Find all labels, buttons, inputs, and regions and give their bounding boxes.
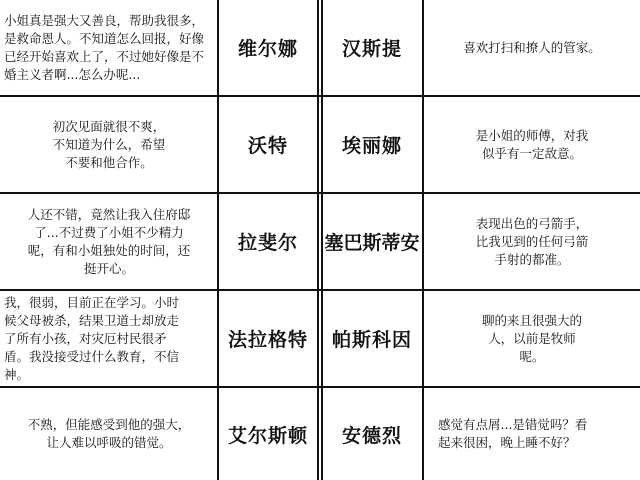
left-description-text: 人还不错，竟然让我入住府邸 了...不过费了小姐不少精力 呢，有和小姐独处的时间，还 挺开心。 [27,206,191,276]
right-description-cell [424,0,640,95]
grid-divider-vertical [217,0,219,480]
right-description-text: 感觉有点屑...是错觉吗？看 起来很困，晚上睡不好？ [438,417,588,450]
table-row [0,0,640,95]
table-row [0,97,640,192]
character-name-right: 汉斯提 [341,38,402,60]
name-cell-left [218,388,318,480]
left-description-text: 我，很弱，目前正在学习。小时 候父母被杀，结果卫道士却放走 了所有小孩，对灾厄村民很矛 盾。我没接受过什么教育，不信 神。 [4,294,180,382]
left-description-text: 小姐真是强大又善良，帮助我很多， 是救命恩人。不知道怎么回报，好像 已经开始喜欢上了，不过她好像是不 婚主义者啊...怎么办呢... [4,12,205,82]
character-name-right: 塞巴斯蒂安 [324,232,420,254]
left-description-cell [0,97,218,192]
right-description-text: 聊的来且很强大的 人，以前是牧师 呢。 [481,312,582,364]
character-name-right: 安德烈 [341,424,402,447]
character-name-left: 艾尔斯顿 [227,424,308,447]
name-cell-left [218,291,318,386]
grid-divider-vertical [422,0,424,480]
character-name-left: 沃特 [247,135,288,157]
name-cell-right [320,194,424,289]
right-description-cell [424,291,640,386]
grid-divider-horizontal [0,386,640,388]
left-description-text: 不熟，但能感受到他的强大， 让人难以呼吸的错觉。 [27,417,191,450]
right-description-cell [424,97,640,192]
character-name-left: 维尔娜 [237,38,298,60]
table-row [0,194,640,289]
name-cell-right [322,0,422,95]
right-description-text: 表现出色的弓箭手， 比我见到的任何弓箭 手射的都准。 [475,215,589,267]
grid-divider-vertical [321,0,323,480]
table-row [0,388,640,480]
name-cell-left [218,97,318,192]
character-name-left: 拉斐尔 [237,232,298,254]
character-name-right: 埃丽娜 [341,135,402,157]
name-cell-right [322,291,422,386]
right-description-text: 喜欢打扫和撩人的管家。 [463,39,601,55]
right-description-cell [424,194,640,289]
left-description-text: 初次见面就很不爽， 不知道为什么，希望 不要和他合作。 [52,118,166,170]
left-description-cell [0,0,218,95]
grid-divider-vertical [317,0,319,480]
grid-divider-horizontal [0,192,640,194]
character-name-right: 帕斯科因 [331,329,412,351]
grid-divider-horizontal [0,95,640,97]
name-cell-right [322,97,422,192]
grid-divider-horizontal [0,289,640,291]
character-name-left: 法拉格特 [227,329,308,351]
name-cell-left [218,0,318,95]
right-description-cell [424,388,640,480]
left-description-cell [0,194,218,289]
right-description-text: 是小姐的师傅，对我 似乎有一定敌意。 [475,127,589,161]
left-description-cell [0,291,218,386]
table-row [0,291,640,386]
name-cell-left [218,194,318,289]
left-description-cell [0,388,218,480]
name-cell-right [322,388,422,480]
